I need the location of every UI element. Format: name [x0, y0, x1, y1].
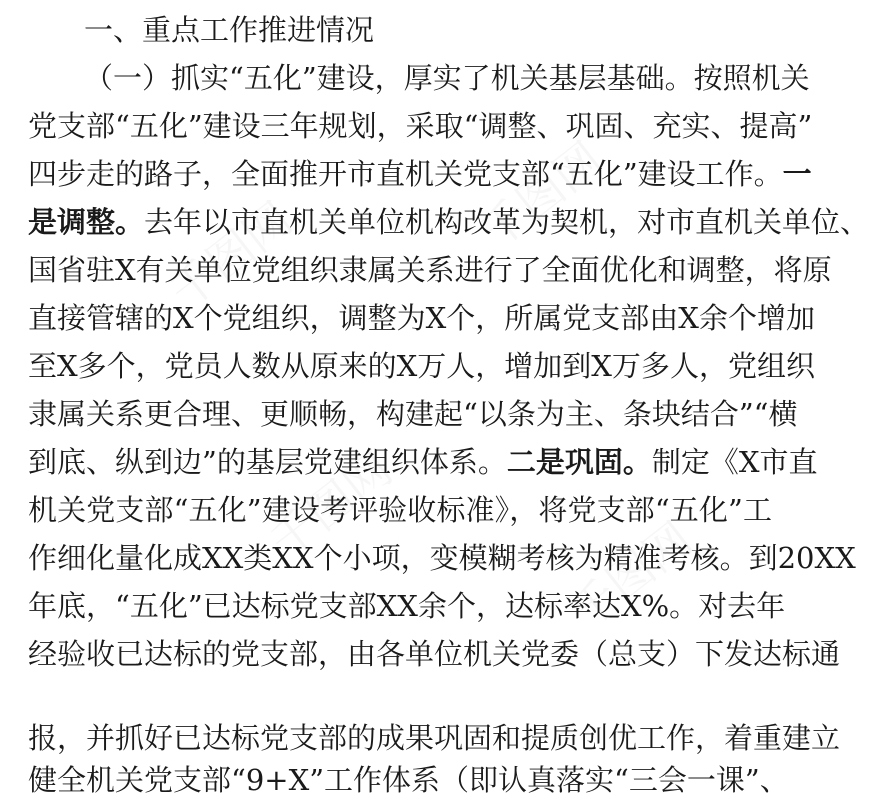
paragraph-line: （一）抓实“五化”建设，厚实了机关基层基础。按照机关 [84, 61, 810, 95]
paragraph-line: 机关党支部“五化”建设考评验收标准》，将党支部“五化”工 [28, 493, 772, 527]
paragraph-line [28, 202, 869, 242]
paragraph-line: 隶属关系更合理、更顺畅，构建起“以条为主、条块结合”“横 [28, 397, 798, 431]
paragraph-line-text: 到底、纵到边”的基层党建组织体系。 [28, 445, 507, 479]
watermark: 千图网 [159, 191, 302, 320]
bold-label-first: 一 [782, 157, 812, 191]
section-heading: 一、重点工作推进情况 [84, 13, 375, 47]
paragraph-line-text: 制定《X市直 [651, 445, 818, 479]
paragraph-line: 年底，“五化”已达标党支部XX余个，达标率达X%。对去年 [28, 589, 786, 623]
paragraph-line [28, 154, 812, 194]
paragraph-line: 报，并抓好已达标党支部的成果巩固和提质创优工作，着重建立 [28, 721, 841, 755]
paragraph-line: 健全机关党支部“9+X”工作体系（即认真落实“三会一课”、 [28, 763, 789, 797]
bold-label-second: 二是巩固。 [506, 445, 652, 479]
paragraph-line: 国省驻X有关单位党组织隶属关系进行了全面优化和调整，将原 [28, 253, 832, 287]
watermark: 千图网 [559, 511, 702, 640]
paragraph-line-text: 去年以市直机关单位机构改革为契机，对市直机关单位、 [144, 205, 869, 239]
paragraph-line: 党支部“五化”建设三年规划，采取“调整、巩固、充实、提高” [28, 109, 813, 143]
bold-label-first-rest: 是调整。 [28, 205, 145, 239]
paragraph-line: 至X多个，党员人数从原来的X万人，增加到X万多人，党组织 [28, 349, 815, 383]
watermark: 千图网 [469, 131, 612, 260]
watermark: 千图网 [259, 441, 402, 570]
paragraph-line [28, 442, 818, 482]
paragraph-line: 作细化量化成XX类XX个小项，变模糊考核为精准考核。到20XX [28, 541, 856, 575]
paragraph-line: 直接管辖的X个党组织，调整为X个，所属党支部由X余个增加 [28, 301, 815, 335]
paragraph-line: 经验收已达标的党支部，由各单位机关党委（总支）下发达标通 [28, 637, 841, 671]
paragraph-line-text: 四步走的路子，全面推开市直机关党支部“五化”建设工作。 [28, 157, 783, 191]
